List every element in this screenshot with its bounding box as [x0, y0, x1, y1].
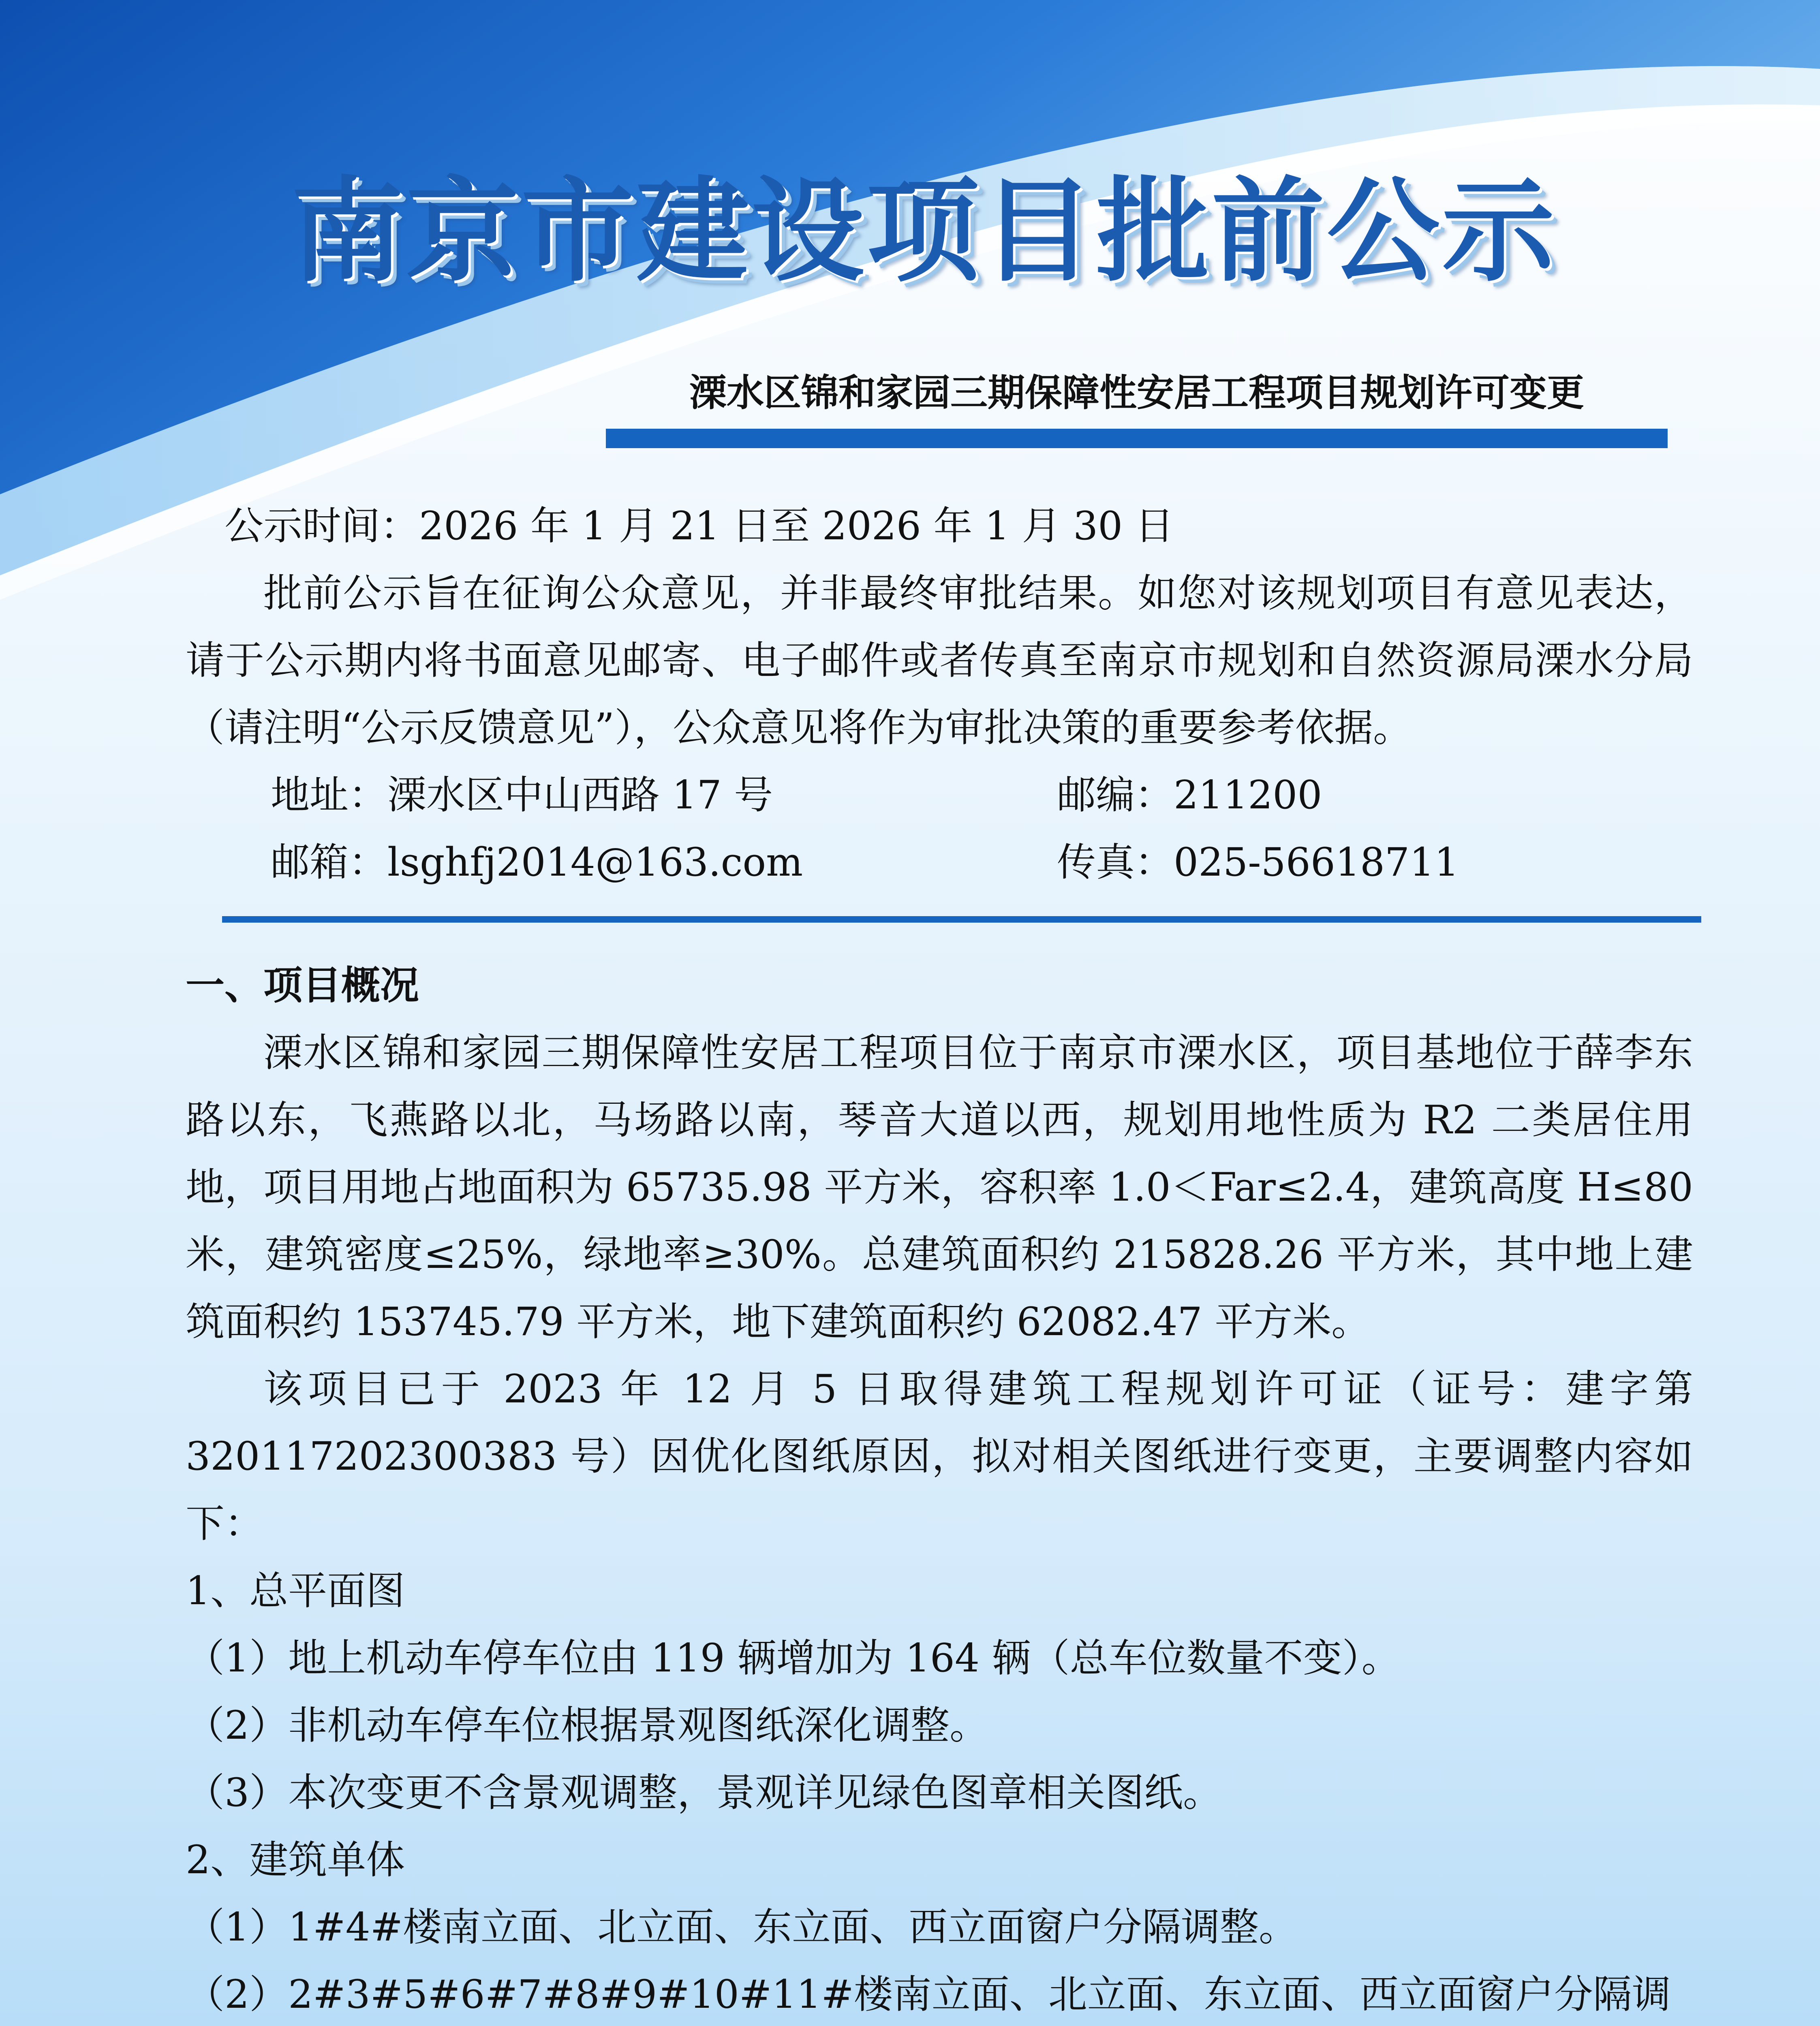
subtitle-underline: [606, 429, 1668, 448]
section-title-site-plan: 1、总平面图: [186, 1568, 405, 1614]
notice-body: [186, 492, 1693, 2026]
contact-email: 邮箱：lsghfj2014@163.com: [271, 840, 803, 885]
list-item: （3）本次变更不含景观调整，景观详见绿色图章相关图纸。: [186, 1770, 1222, 1815]
contact-address: 地址：溧水区中山西路 17 号: [271, 772, 773, 818]
overview-paragraph: 溧水区锦和家园三期保障性安居工程项目位于南京市溧水区，项目基地位于薛李东路以东，飞燕路以北，马场路以南，琴音大道以西，规划用地性质为 R2 二类居住用地，项目用地占地面积为 65735.98 平方米，容积率 1.0＜Far≤2.4，建筑高度 H≤80 米，建筑密度≤25%，绿地率≥30%。总建筑面积约 215828.26 平方米，其中地上建筑面积约 153745.79 平方米，地下建筑面积约 62082.47 平方米。: [186, 1030, 1693, 1344]
contact-row-2: [186, 829, 1693, 896]
contact-row-1: [186, 761, 1693, 829]
change-paragraph: 该项目已于 2023 年 12 月 5 日取得建筑工程规划许可证（证号：建字第 320117202300383 号）因优化图纸原因，拟对相关图纸进行变更，主要调整内容如下：: [186, 1366, 1693, 1546]
project-subtitle: 溧水区锦和家园三期保障性安居工程项目规划许可变更: [689, 371, 1584, 415]
section-title-buildings: 2、建筑单体: [186, 1837, 405, 1883]
list-item: （1）1#4#楼南立面、北立面、东立面、西立面窗户分隔调整。: [186, 1904, 1298, 1950]
list-item: （2）非机动车停车位根据景观图纸深化调整。: [186, 1703, 989, 1748]
list-item: （1）地上机动车停车位由 119 辆增加为 164 辆（总车位数量不变）。: [186, 1635, 1401, 1681]
notice-time: 公示时间：2026 年 1 月 21 日至 2026 年 1 月 30 日: [225, 503, 1174, 549]
notice-intro: 批前公示旨在征询公众意见，并非最终审批结果。如您对该规划项目有意见表达，请于公示期内将书面意见邮寄、电子邮件或者传真至南京市规划和自然资源局溧水分局（请注明“公示反馈意见”），公众意见将作为审批决策的重要参考依据。: [186, 571, 1693, 750]
section-divider: [222, 916, 1701, 923]
list-item: （2）2#3#5#6#7#8#9#10#11#楼南立面、北立面、东立面、西立面窗户分隔调: [186, 1972, 1671, 2017]
contact-postcode: 邮编：211200: [1057, 772, 1322, 818]
page-title: 南京市建设项目批前公示: [291, 165, 1557, 297]
contact-fax: 传真：025-56618711: [1057, 840, 1459, 885]
overview-heading: 一、项目概况: [186, 963, 419, 1008]
